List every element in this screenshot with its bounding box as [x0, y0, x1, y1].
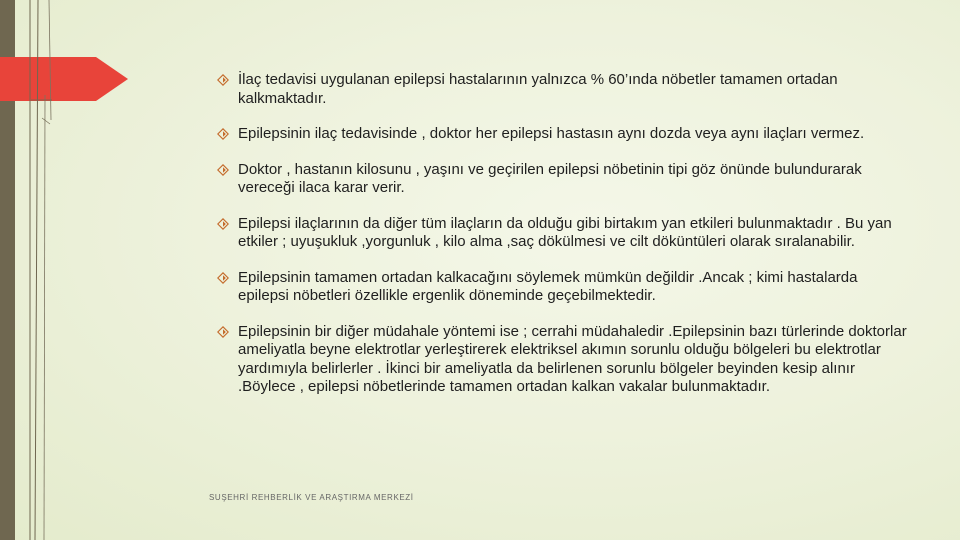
bullet-text: Doktor , hastanın kilosunu , yaşını ve geçirilen epilepsi nöbetinin tipi göz önünde bulundurarak vereceği ilaca karar verir. [238, 160, 862, 196]
diamond-arrow-icon [217, 272, 229, 284]
diamond-arrow-icon [217, 74, 229, 86]
accent-arrow [0, 57, 128, 101]
bullet-item [217, 71, 907, 108]
bullet-text: İlaç tedavisi uygulanan epilepsi hastalarının yalnızca % 60’ında nöbetler tamamen ortadan kalkmaktadır. [238, 71, 838, 107]
bullet-item [217, 215, 907, 252]
bullet-item [217, 161, 907, 198]
bullet-text: Epilepsinin ilaç tedavisinde , doktor her epilepsi hastasın aynı dozda veya aynı ilaçları vermez. [238, 125, 865, 142]
bullet-text: Epilepsinin bir diğer müdahale yöntemi ise ; cerrahi müdahaledir .Epilepsinin bazı türlerinde doktorlar ameliyatla beyne elektrotlar yerleştirerek elektriksel akımın sorunlu olduğu bölgeleri bu elektrotlar yardımıyla belirlerler . İkinci bir ameliyatla da belirlenen sorunlu bölgeler beyinden kesip alınır .Böylece , epilepsi nöbetlerinde tamamen ortadan kalkan vakalar bulunmaktadır. [238, 322, 907, 395]
diamond-arrow-icon [217, 326, 229, 338]
bullet-list [217, 71, 907, 414]
bullet-text: Epilepsinin tamamen ortadan kalkacağını söylemek mümkün değildir .Ancak ; kimi hastalarda epilepsi nöbetleri özellikle ergenlik döneminde geçebilmektedir. [238, 268, 858, 304]
bullet-item [217, 269, 907, 306]
diamond-arrow-icon [217, 128, 229, 140]
diamond-arrow-icon [217, 218, 229, 230]
bullet-text: Epilepsi ilaçlarının da diğer tüm ilaçların da olduğu gibi birtakım yan etkileri bulunmaktadır . Bu yan etkiler ; uyuşukluk ,yorgunluk , kilo alma ,saç dökülmesi ve cilt döküntüleri olarak sıralanabilir. [238, 214, 892, 250]
decorative-lines [0, 0, 140, 540]
diamond-arrow-icon [217, 164, 229, 176]
bullet-item [217, 323, 907, 397]
bullet-item [217, 125, 907, 144]
footer-text: SUŞEHRİ REHBERLİK VE ARAŞTIRMA MERKEZİ [209, 493, 414, 502]
